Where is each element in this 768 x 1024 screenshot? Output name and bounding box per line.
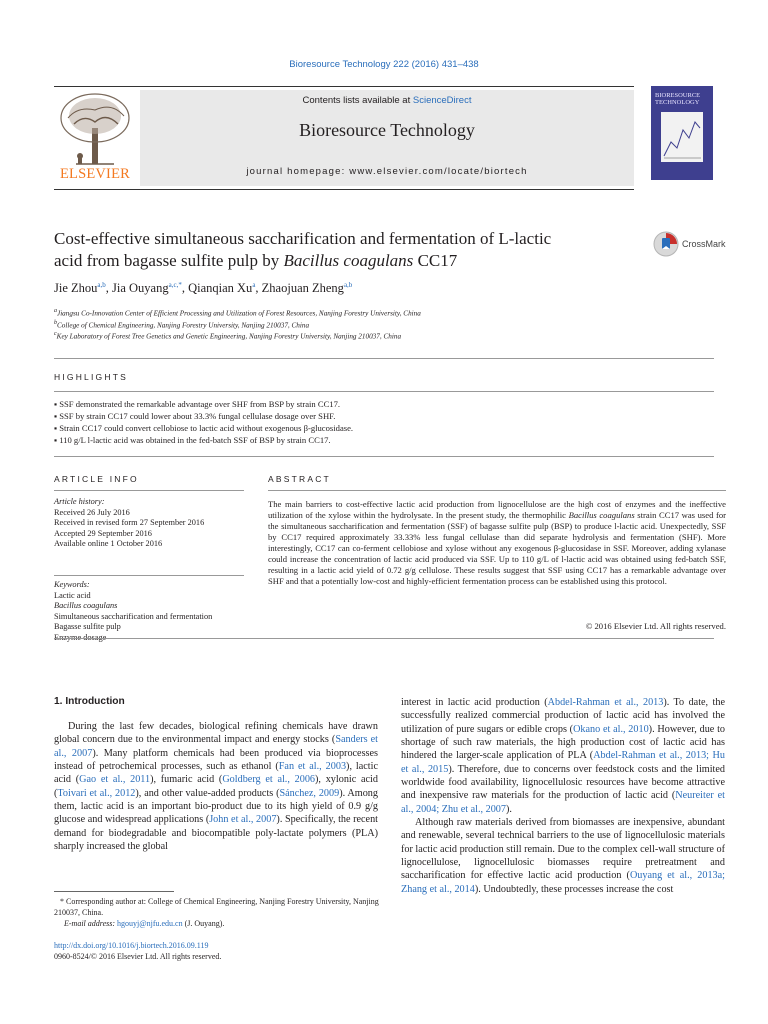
email-link[interactable]: hgouyj@njfu.edu.cn bbox=[117, 919, 183, 928]
abstract-copyright: © 2016 Elsevier Ltd. All rights reserved. bbox=[585, 621, 726, 631]
footnote-rule bbox=[54, 891, 174, 892]
journal-reference[interactable]: Bioresource Technology 222 (2016) 431–438 bbox=[289, 59, 479, 70]
article-title: Cost-effective simultaneous saccharification and fermentation of L-lactic acid from bagasse sulfite pulp by Bacillus coagulans CC17 bbox=[54, 229, 552, 270]
divider bbox=[54, 391, 714, 392]
affiliation: $^c$Key Laboratory of Forest Tree Genetics and Genetic Engineering, Nanjing Forestry University, Nanjing 210037, China bbox=[54, 331, 402, 341]
keyword: Bagasse sulfite pulp bbox=[54, 622, 121, 631]
body-text: interest in lactic acid production ( bbox=[401, 697, 548, 708]
cover-title: BIORESOURCE TECHNOLOGY bbox=[655, 92, 701, 106]
citation-link[interactable]: Ouyang et al., 2013a; Zhang et al., 2014 bbox=[401, 870, 726, 895]
body-text: Although raw materials derived from biomasses are inexpensive, abundant and renewable, several technical barriers to the use of lignocellulosic materials for lactic acid production still remain. Due to the complex cell-wall structure of lignocellulose, lignocellulosic biomasses require pretreatment and saccharification for effective lactic acid production ( bbox=[401, 817, 725, 882]
highlight-item: ▪ SSF demonstrated the remarkable advantage over SHF from BSP by strain CC17. bbox=[54, 399, 341, 409]
intro-paragraph bbox=[401, 816, 725, 896]
divider bbox=[54, 456, 714, 457]
author[interactable]: Jie Zhou bbox=[54, 281, 98, 296]
keywords-label: Keywords: bbox=[54, 580, 90, 589]
intro-left-column bbox=[54, 720, 378, 853]
body-text: ), and other value-added products ( bbox=[135, 787, 280, 799]
doi-link[interactable]: http://dx.doi.org/10.1016/j.biortech.2016.09.119 bbox=[54, 941, 209, 950]
intro-right-column bbox=[401, 696, 725, 896]
highlights-heading: HIGHLIGHTS bbox=[54, 372, 128, 382]
journal-name: Bioresource Technology bbox=[299, 120, 475, 140]
body-text: During the last few decades, biological refining chemicals have drawn global concern due to the environmental impact and energy stocks ( bbox=[54, 721, 378, 746]
citation-link[interactable]: John et al., 2007 bbox=[209, 814, 277, 826]
body-text: ). Therefore, due to concerns over feedstock costs and the limited worldwide food availability, lignocellulosic resources have become attractive and inexpensive raw materials for the production of lactic acid ( bbox=[401, 763, 725, 802]
cover-figure bbox=[661, 112, 703, 162]
author[interactable]: Qianqian Xu bbox=[188, 281, 253, 296]
citation-link[interactable]: Abdel-Rahman et al., 2013 bbox=[547, 697, 664, 708]
issn-line: 0960-8524/© 2016 Elsevier Ltd. All rights reserved. bbox=[54, 952, 222, 961]
divider bbox=[54, 490, 244, 491]
crossmark-icon bbox=[653, 230, 679, 258]
history-item: Received 26 July 2016 bbox=[54, 507, 130, 517]
abstract-text: The main barriers to cost-effective lactic acid production from lignocellulose are the high cost of enzymes and the ineffective utilization of the xylose within the hydrolysate. In the present study, the thermophilic Bacillus coagulans strain CC17 was used for the simultaneous saccharification and fermentation (SSF) of bagasse sulfite pulp (BSP) to produce l-lactic acid. Unexpectedly, SSF by CC17 required approximately 33.33% less fungal cellulase than did separate hydrolysis and fermentation (SHF). More interestingly, CC17 can co-ferment cellobiose and xylose without any exogenous β-glucosidase in SSF. Moreover, adding xylanase could increase the concentration of lactic acid produced via SSF. Up to 110 g/L of l-lactic acid was obtained using fed-batch SSF, resulting in a lactic acid yield of 0.72 g/g cellulose. These results suggest that SSF using CC17 has a remarkable advantage over SHF and that a potentially low-cost and highly-efficient fermentation process can be established using this protocol. bbox=[268, 499, 727, 586]
history-item: Available online 1 October 2016 bbox=[54, 539, 163, 548]
intro-paragraph bbox=[54, 720, 378, 853]
citation-link[interactable]: Goldberg et al., 2006 bbox=[222, 774, 316, 786]
divider bbox=[54, 638, 714, 639]
corresponding-author-note: * Corresponding author at: College of Chemical Engineering, Nanjing Forestry University, Nanjing 210037, China. bbox=[54, 897, 379, 917]
highlight-item: ▪ 110 g/L l-lactic acid was obtained in the fed-batch SSF of BSP by strain CC17. bbox=[54, 435, 331, 445]
keyword: Lactic acid bbox=[54, 590, 91, 600]
abstract-heading: ABSTRACT bbox=[268, 474, 331, 484]
body-text: ), xylonic acid ( bbox=[54, 774, 378, 799]
author[interactable]: Jia Ouyang bbox=[112, 281, 169, 296]
affiliation: $^b$College of Chemical Engineering, Nanjing Forestry University, Nanjing 210037, China bbox=[54, 320, 310, 330]
journal-cover-image bbox=[651, 86, 713, 180]
highlight-item: ▪ SSF by strain CC17 could lower about 33.3% fungal cellulase dosage over SHF. bbox=[54, 411, 336, 421]
citation-link[interactable]: Okano et al., 2010 bbox=[573, 723, 649, 735]
homepage-url[interactable]: www.elsevier.com/locate/biortech bbox=[349, 166, 528, 177]
citation-link[interactable]: Toivari et al., 2012 bbox=[57, 787, 136, 799]
keywords bbox=[54, 580, 244, 643]
citation-link[interactable]: Abdel-Rahman et al., 2013; Hu et al., 2015 bbox=[401, 750, 725, 775]
cover-figure-icon bbox=[661, 112, 703, 162]
contents-prefix: Contents lists available at bbox=[302, 95, 413, 106]
body-text: ). To date, the successfully realized commercial production of lactic acid has involved the utilization of pure sugars or edible crops ( bbox=[401, 697, 725, 735]
body-text: ), fumaric acid ( bbox=[150, 774, 223, 786]
keyword: Bacillus coagulans bbox=[54, 601, 118, 610]
citation-link[interactable]: Sanders et al., 2007 bbox=[54, 734, 379, 759]
affiliation: $^a$Jiangsu Co-Innovation Center of Efficient Processing and Utilization of Forest Resources, Nanjing Forestry University, China bbox=[54, 308, 421, 318]
divider bbox=[54, 575, 244, 576]
citation-link[interactable]: Sánchez, 2009 bbox=[279, 787, 340, 799]
body-text: ). Many platform chemicals had been produced via bioprocesses instead of petrochemical processes, such as ethanol ( bbox=[54, 747, 378, 773]
keyword: Enzyme dosage bbox=[54, 632, 107, 642]
body-text: ). Undoubtedly, these processes increase the cost bbox=[474, 883, 674, 895]
citation-link[interactable]: Neureiter et al., 2004; Zhu et al., 2007 bbox=[401, 790, 725, 815]
citation-link[interactable]: Fan et al., 2003 bbox=[278, 761, 347, 773]
body-text: ). bbox=[505, 803, 512, 815]
highlight-item: ▪ Strain CC17 could convert cellobiose to lactic acid without exogenous β-glucosidase. bbox=[54, 423, 354, 433]
elsevier-wordmark: ELSEVIER bbox=[59, 166, 131, 182]
keyword: Simultaneous saccharification and fermentation bbox=[54, 611, 213, 621]
article-info-heading: ARTICLE INFO bbox=[54, 474, 139, 484]
citation-link[interactable]: Gao et al., 2011 bbox=[79, 774, 151, 786]
body-text: ), lactic acid ( bbox=[54, 761, 378, 786]
divider bbox=[268, 490, 726, 491]
body-text: ). However, due to shortage of such raw materials, the high production cost of lactic acid has hindered the larger-scale application of PLA ( bbox=[401, 723, 725, 762]
history-label: Article history: bbox=[54, 497, 105, 506]
homepage-prefix: journal homepage: bbox=[246, 166, 350, 177]
body-text: ). Specifically, the recent demand for biodegradable and biocompatible poly-lactate polymers (PLA) sharply increased the global bbox=[54, 814, 379, 853]
body-text: ). Among them, lactic acid is an important bio-product due to its high yield of 0.9 g/g glucose and widespread applications ( bbox=[54, 787, 378, 826]
journal-homepage bbox=[140, 166, 634, 177]
section-heading-introduction: 1. Introduction bbox=[54, 696, 125, 707]
crossmark-label: CrossMark bbox=[682, 239, 726, 249]
email-note: E-mail address: hgouyj@njfu.edu.cn (J. Ouyang). bbox=[64, 919, 225, 928]
contents-available bbox=[140, 95, 634, 106]
intro-paragraph bbox=[401, 696, 725, 816]
author-list: Jie Zhou$^{a,b}$, Jia Ouyang$^{a,c,*}$, Qianqian Xu$^a$, Zhaojuan Zheng$^{a,b}$ bbox=[54, 281, 353, 296]
divider bbox=[54, 358, 714, 359]
crossmark-badge[interactable] bbox=[653, 230, 733, 260]
author[interactable]: Zhaojuan Zheng bbox=[261, 281, 344, 296]
article-history bbox=[54, 497, 244, 550]
sciencedirect-link[interactable]: ScienceDirect bbox=[412, 95, 472, 106]
history-item: Received in revised form 27 September 2016 bbox=[54, 518, 205, 527]
history-item: Accepted 29 September 2016 bbox=[54, 528, 152, 538]
